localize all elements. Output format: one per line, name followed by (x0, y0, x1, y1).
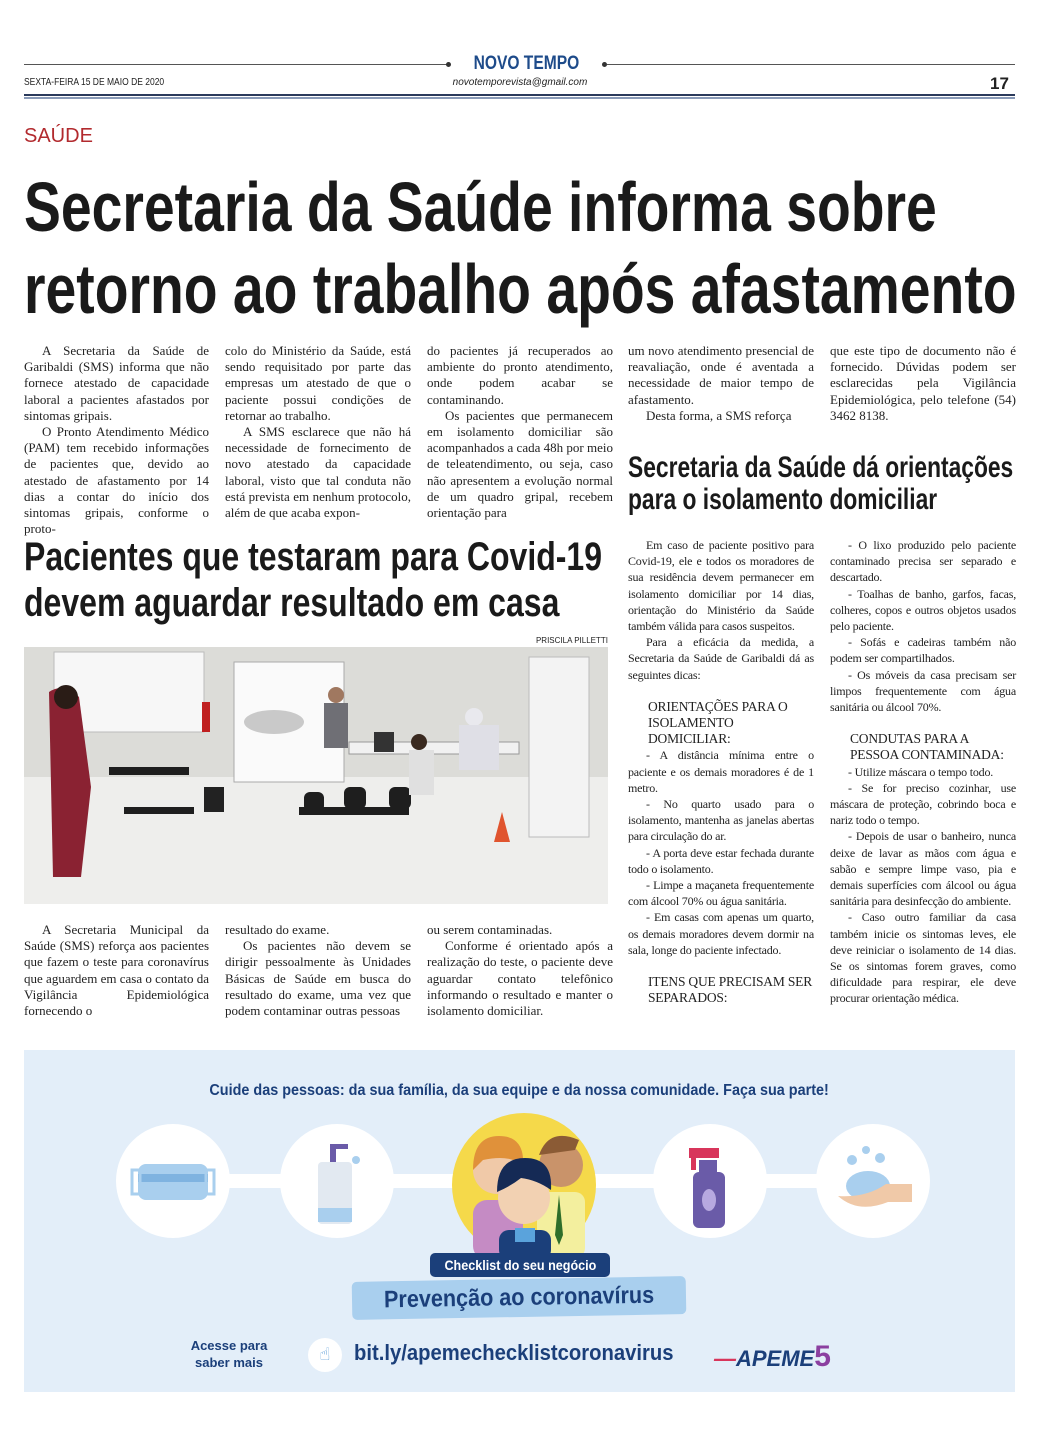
main-article-column (830, 343, 1016, 424)
main-article-column (628, 343, 814, 424)
people-illustration (449, 1110, 599, 1265)
paragraph: - Em casas com apenas um quarto, os demais moradores devem dormir na sala, longe do paciente infectado. (628, 910, 814, 957)
paragraph: colo do Ministério da Saúde, está sendo requisitado por parte das empresas um atestado de que o paciente possui condições de retornar ao trabalho. (225, 343, 411, 423)
paragraph: A Secretaria da Saúde de Garibaldi (SMS) informa que não fornece atestado de capacidade laboral a pacientes afastados por sintomas gripais. (24, 343, 209, 423)
subsection-heading: ITENS QUE PRECISAM SER SEPARADOS: (648, 974, 812, 1006)
photo-credit: PRISCILA PILLETTI (535, 636, 608, 645)
paragraph: - Depois de usar o banheiro, nunca deixe de lavar as mãos com água e sabão e sempre limpe vaso, pia e demais superfícies com álcool ou água sanitária para desinfecção do ambiente. (830, 829, 1016, 909)
paragraph: que este tipo de documento não é fornecido. Dúvidas podem ser esclarecidas pela Vigilância Epidemiológica, pelo telefone (54) 3462 8138. (830, 343, 1016, 423)
paragraph: - No quarto usado para o isolamento, mantenha as janelas abertas para circulação do ar. (628, 797, 814, 844)
covid-article-column (427, 922, 613, 1019)
paragraph: A SMS esclarece que não há necessidade de fornecimento de novo atestado da capacidade laboral, visto que tal conduta não está prevista em nenhum protocolo, além de que acaba expon- (225, 424, 411, 521)
face-mask-icon (116, 1124, 230, 1238)
isolation-headline: Secretaria da Saúde dá orientações para o isolamento domiciliar (628, 451, 1014, 516)
paragraph: Os pacientes não devem se dirigir pessoalmente às Unidades Básicas de Saúde em busca do resultado do exame, uma vez que podem contaminar outras pessoas (225, 938, 411, 1019)
paragraph: - Os móveis da casa precisam ser limpos frequentemente com água sanitária ou álcool 70%. (830, 667, 1016, 715)
issue-date: SEXTA-FEIRA 15 DE MAIO DE 2020 (24, 77, 165, 88)
paragraph: do pacientes já recuperados ao ambiente do pronto atendimento, onde podem acabar se contaminando. (427, 343, 613, 407)
advert-url[interactable]: bit.ly/apemechecklistcoronavirus (354, 1340, 674, 1365)
subsection-heading: CONDUTAS PARA A PESSOA CONTAMINADA: (850, 731, 1004, 763)
masthead-double-rule (24, 94, 1015, 97)
isolation-article-column (628, 537, 814, 1006)
paragraph: - Se for preciso cozinhar, use máscara de proteção, cobrindo boca e nariz todo o tempo. (830, 780, 1016, 828)
spray-bottle-icon (653, 1124, 767, 1238)
subsection-heading: ORIENTAÇÕES PARA O ISOLAMENTO DOMICILIAR: (648, 698, 788, 747)
advert-cta: Acesse para saber mais (190, 1338, 268, 1370)
paragraph: O Pronto Atendimento Médico (PAM) tem recebido informações de pacientes que, devido ao atestado de afastamento por 14 dias a contar do início dos sintomas gripais, conforme o proto- (24, 424, 209, 537)
paragraph: Em caso de paciente positivo para Covid-19, ele e todos os moradores de sua residência devem permanecer em isolamento domiciliar por 14 dias, orientação do Ministério da Saúde também válida para casos suspeitos. (628, 538, 814, 634)
paragraph: - Caso outro familiar da casa também inicie os sintomas leves, ele deve reiniciar o isolamento de 14 dias. Se os sintomas forem graves, como dificuldade para respirar, ele deve procurar orientação médica. (830, 910, 1016, 1006)
covid-headline: Pacientes que testaram para Covid-19 devem aguardar resultado em casa (24, 535, 603, 625)
hand-sanitizer-icon (280, 1124, 394, 1238)
advert-tagline: Cuide das pessoas: da sua família, da sua equipe e da nossa comunidade. Faça sua parte! (209, 1082, 830, 1099)
masthead-title: NOVO TEMPO (473, 53, 580, 74)
isolation-article-column (830, 537, 1016, 1007)
main-headline: Secretaria da Saúde informa sobre retorno ao trabalho após afastamento (24, 168, 1017, 328)
section-label: SAÚDE (24, 125, 93, 147)
paragraph: - Toalhas de banho, garfos, facas, colheres, copos e outros objetos usados pelo paciente. (830, 586, 1016, 634)
main-article-column (24, 343, 209, 537)
advert-title: Prevenção ao coronavírus (352, 1276, 687, 1320)
paragraph: - A porta deve estar fechada durante todo o isolamento. (628, 845, 814, 876)
paragraph: resultado do exame. (225, 922, 330, 937)
paragraph: Desta forma, a SMS reforça (646, 407, 792, 423)
masthead-rule-right (607, 64, 1015, 65)
paragraph: - O lixo produzido pelo paciente contaminado precisa ser separado e descartado. (830, 538, 1016, 585)
apeme-logo: —APEME5 (714, 1340, 831, 1373)
main-article-column (427, 343, 613, 521)
paragraph: - Utilize máscara o tempo todo. (848, 764, 994, 779)
paragraph: - Limpe a maçaneta frequentemente com álcool 70% ou água sanitária. (628, 878, 814, 909)
main-article-column (225, 343, 411, 521)
paragraph: Os pacientes que permanecem em isolamento domiciliar são acompanhados a cada 48h por meio de teleatendimento, ou seja, caso não apresentem a evolução normal de um quadro gripal, recebem orientação para (427, 407, 613, 521)
paragraph: ou serem contaminadas. (427, 922, 553, 937)
waiting-room-photo (24, 647, 608, 904)
paragraph: - Sofás e cadeiras também não podem ser compartilhados. (830, 635, 1016, 666)
paragraph: Conforme é orientado após a realização do teste, o paciente deve aguardar contato telefônico informando o resultado e manter o isolamento domiciliar. (427, 938, 613, 1019)
click-pointer-icon: ☝ (308, 1338, 342, 1372)
paragraph: Para a eficácia da medida, a Secretaria da Saúde de Garibaldi dá as seguintes dicas: (628, 635, 814, 682)
masthead-email[interactable]: novotemporevista@gmail.com (452, 77, 588, 88)
masthead-dot (446, 62, 451, 67)
covid-article-column (24, 922, 209, 1019)
page-number: 17 (990, 74, 1009, 93)
paragraph: A Secretaria Municipal da Saúde (SMS) reforça aos pacientes que fazem o teste para coronavírus que aguardem em casa o contato da Vigilância Epidemiológica fornecendo o (24, 922, 209, 1019)
prevention-advert[interactable] (24, 1050, 1015, 1392)
masthead-rule-left (24, 64, 448, 65)
covid-article-column (225, 922, 411, 1019)
paragraph: um novo atendimento presencial de reavaliação, onde é aventada a necessidade de maior tempo de afastamento. (628, 343, 814, 407)
hand-washing-icon (816, 1124, 930, 1238)
paragraph: - A distância mínima entre o paciente e os demais moradores é de 1 metro. (628, 748, 814, 795)
checklist-badge: Checklist do seu negócio (430, 1253, 610, 1277)
